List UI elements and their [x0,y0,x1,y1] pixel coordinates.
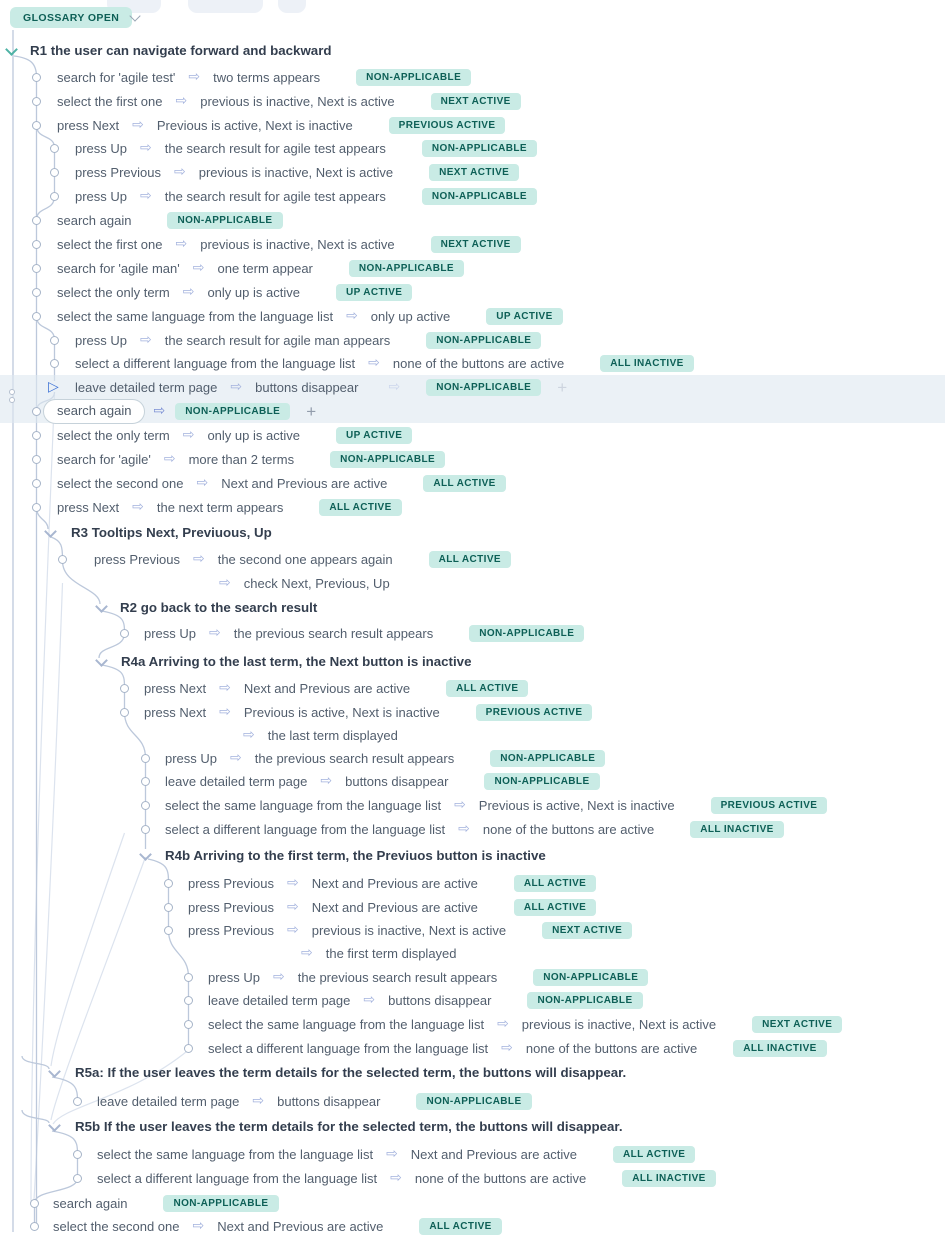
arrow-icon: ⇨ [192,551,205,567]
collapse-chevron-icon[interactable] [48,1119,61,1132]
step-node-icon [120,684,129,693]
requirement-heading[interactable] [0,843,945,867]
test-step-row[interactable] [0,471,945,495]
requirement-title: R2 go back to the search result [120,599,318,615]
requirement-heading[interactable] [0,520,945,544]
status-badge: NON-APPLICABLE [167,212,282,229]
collapse-chevron-icon[interactable] [139,848,152,861]
step-node-icon [32,503,41,512]
step-node-icon [32,264,41,273]
arrow-icon: ⇨ [230,750,242,766]
step-action-label: press Up [75,332,128,348]
step-result-label: the next term appears [156,499,284,515]
step-node-icon [73,1174,82,1183]
step-node-icon [32,455,41,464]
arrow-icon: ⇨ [454,797,466,813]
test-step-row[interactable] [0,793,945,817]
step-node-icon [32,73,41,82]
step-result-label: two terms appears [213,69,321,85]
test-step-row[interactable] [0,1036,945,1060]
arrow-icon: ⇨ [320,773,333,789]
test-step-row[interactable] [0,1142,945,1166]
status-badge: ALL ACTIVE [514,899,596,916]
step-action-label: press Next [144,680,207,696]
step-node-icon [32,216,41,225]
arrow-icon: ⇨ [153,403,166,419]
step-action-label: select the same language from the language list [97,1146,374,1162]
status-badge: UP ACTIVE [336,427,412,444]
test-step-row[interactable] [0,547,945,571]
status-badge: PREVIOUS ACTIVE [476,704,593,721]
arrow-icon: ⇨ [230,379,243,395]
step-result-label: the first term displayed [325,945,457,961]
test-step-row[interactable] [0,447,945,471]
step-node-icon [184,996,193,1005]
arrow-icon: ⇨ [390,1170,402,1186]
step-node-icon [184,1020,193,1029]
step-action-label: press Previous [75,164,161,180]
step-result-label: one term appear [217,260,313,276]
status-badge: NON-APPLICABLE [484,773,599,790]
step-note-row [0,571,945,595]
test-step-row[interactable] [0,1214,945,1238]
arrow-icon: ⇨ [501,1040,513,1056]
step-action-label: search for 'agile' [57,451,151,467]
add-step-button[interactable]: + [306,401,317,421]
collapse-chevron-icon[interactable] [95,600,108,613]
step-node-icon [50,359,59,368]
requirement-title: R5a: If the user leaves the term details for the selected term, the buttons will disappear. [75,1064,627,1080]
arrow-icon: ⇨ [140,188,152,204]
test-step-row[interactable] [0,1166,945,1190]
arrow-icon: ⇨ [132,499,144,515]
step-node-icon [58,555,67,564]
step-result-label: Previous is active, Next is inactive [156,117,353,133]
status-badge: ALL ACTIVE [613,1146,695,1163]
requirement-title: R4a Arriving to the last term, the Next button is inactive [121,653,472,669]
step-node-icon [32,97,41,106]
status-badge: ALL ACTIVE [423,475,505,492]
step-result-label: Next and Previous are active [221,475,388,491]
arrow-icon: ⇨ [182,427,195,443]
test-step-row[interactable] [0,621,945,645]
step-action-label: search again [57,212,132,228]
step-result-label: only up is active [207,284,300,300]
status-badge: ALL INACTIVE [733,1040,827,1057]
arrow-icon: ⇨ [286,875,299,891]
arrow-icon: ⇨ [286,922,299,938]
status-badge: NON-APPLICABLE [533,969,648,986]
step-node-icon [32,240,41,249]
collapse-chevron-icon[interactable] [5,43,18,56]
step-action-label: select the same language from the language list [165,797,442,813]
step-action-label: search again [53,1195,128,1211]
test-step-row[interactable] [0,1089,945,1113]
step-node-icon [32,431,41,440]
step-action-label: select a different language from the language list [208,1040,489,1056]
step-node-icon [164,926,173,935]
step-node-icon [73,1097,82,1106]
step-action-label: select a different language from the language list [97,1170,378,1186]
test-step-row[interactable] [0,817,945,841]
status-badge: ALL ACTIVE [446,680,528,697]
step-result-label: previous is inactive, Next is active [198,164,394,180]
step-result-label: the second one appears again [217,551,393,567]
step-node-icon [50,192,59,201]
step-note-row [0,941,945,965]
arrow-icon: ⇨ [301,945,313,961]
requirement-title: R5b If the user leaves the term details for the selected term, the buttons will disappear. [75,1118,623,1134]
status-badge: NON-APPLICABLE [422,140,537,157]
arrow-icon: ⇨ [273,969,285,985]
step-node-icon [120,629,129,638]
step-action-label: select the first one [57,236,163,252]
step-result-label: the search result for agile test appears [164,188,386,204]
test-step-row[interactable] [0,399,945,423]
step-result-label: check Next, Previous, Up [243,575,390,591]
step-result-label: previous is inactive, Next is active [200,93,395,109]
status-badge: NON-APPLICABLE [416,1093,531,1110]
status-badge: NON-APPLICABLE [356,69,471,86]
status-badge: ALL INACTIVE [622,1170,716,1187]
test-step-row[interactable] [0,208,945,232]
step-action-label: leave detailed term page [75,379,218,395]
test-step-row[interactable] [0,769,945,793]
test-step-row[interactable] [0,423,945,447]
status-badge: ALL INACTIVE [600,355,694,372]
step-action-label: select the second one [57,475,184,491]
test-step-row[interactable] [0,280,945,304]
step-result-label: Next and Previous are active [311,899,478,915]
status-badge: NON-APPLICABLE [527,992,642,1009]
status-badge: PREVIOUS ACTIVE [711,797,828,814]
step-action-label: select the second one [53,1218,180,1234]
step-action-label: leave detailed term page [208,992,351,1008]
test-step-row[interactable] [0,495,945,519]
step-action-label: leave detailed term page [165,773,308,789]
status-badge: NON-APPLICABLE [422,188,537,205]
step-node-icon [50,168,59,177]
step-result-label: the last term displayed [267,727,398,743]
step-action-label: search again [57,402,132,418]
step-action-label: leave detailed term page [97,1093,240,1109]
arrow-icon: ⇨ [188,69,201,85]
arrow-icon: ⇨ [346,308,358,324]
arrow-icon: ⇨ [132,117,144,133]
status-badge: ALL ACTIVE [319,499,401,516]
status-badge: NON-APPLICABLE [469,625,584,642]
arrow-icon: ⇨ [219,575,231,591]
test-step-row[interactable] [0,965,945,989]
step-result-label: buttons disappear [277,1093,381,1109]
step-node-icon [164,879,173,888]
drag-handle-icon[interactable] [9,389,15,405]
test-step-row[interactable] [0,256,945,280]
test-step-row[interactable] [0,871,945,895]
arrow-icon: ⇨ [140,332,152,348]
step-action-label: press Previous [188,875,274,891]
step-node-icon [30,1222,39,1231]
arrow-icon: ⇨ [388,379,401,395]
status-badge: NEXT ACTIVE [542,922,632,939]
step-note-row [0,723,945,747]
step-result-label: the previous search result appears [233,625,434,641]
test-step-row[interactable] [0,746,945,770]
step-result-label: none of the buttons are active [392,355,565,371]
step-action-label: press Previous [188,899,274,915]
step-action-label: select the only term [57,284,170,300]
arrow-icon: ⇨ [497,1016,509,1032]
arrow-icon: ⇨ [243,727,255,743]
arrow-icon: ⇨ [286,899,299,915]
arrow-icon: ⇨ [458,821,470,837]
status-badge: ALL ACTIVE [514,875,596,892]
arrow-icon: ⇨ [173,164,186,180]
step-result-label: buttons disappear [255,379,359,395]
add-step-button[interactable]: + [557,377,568,397]
step-result-label: the search result for agile man appears [164,332,391,348]
step-action-label: press Next [57,117,120,133]
status-badge: NON-APPLICABLE [490,750,605,767]
requirement-heading[interactable] [0,1060,945,1084]
arrow-icon: ⇨ [192,260,205,276]
status-badge: UP ACTIVE [336,284,412,301]
test-step-row[interactable] [0,351,945,375]
status-badge: NON-APPLICABLE [330,451,445,468]
test-step-row[interactable] [0,988,945,1012]
test-step-row[interactable] [0,895,945,919]
arrow-icon: ⇨ [182,284,195,300]
status-badge: ALL INACTIVE [690,821,784,838]
step-node-icon [30,1199,39,1208]
step-action-label: search for 'agile test' [57,69,176,85]
arrow-icon: ⇨ [386,1146,398,1162]
arrow-icon: ⇨ [219,680,231,696]
step-result-label: none of the buttons are active [482,821,655,837]
test-step-row[interactable] [0,184,945,208]
step-result-label: the previous search result appears [254,750,455,766]
requirement-title: R4b Arriving to the first term, the Previuos button is inactive [165,847,546,863]
step-action-label: press Up [144,625,197,641]
step-action-label: select the same language from the language list [57,308,334,324]
arrow-icon: ⇨ [175,93,188,109]
arrow-icon: ⇨ [163,451,176,467]
requirement-heading[interactable] [0,1114,945,1138]
test-step-row[interactable] [0,375,945,399]
step-action-label: press Up [165,750,218,766]
test-step-row[interactable] [0,65,945,89]
step-result-label: none of the buttons are active [414,1170,587,1186]
arrow-icon: ⇨ [175,236,188,252]
step-node-icon [50,144,59,153]
requirement-heading[interactable] [0,38,945,62]
arrow-icon: ⇨ [140,140,152,156]
step-result-label: only up is active [207,427,300,443]
status-badge: NEXT ACTIVE [429,164,519,181]
step-node-icon [120,708,129,717]
step-result-label: the search result for agile test appears [164,140,386,156]
step-result-label: more than 2 terms [188,451,295,467]
step-result-label: none of the buttons are active [525,1040,698,1056]
step-action-label: press Next [57,499,120,515]
step-action-label: select the same language from the language list [208,1016,485,1032]
step-node-icon [141,777,150,786]
requirement-title: R1 the user can navigate forward and backward [30,42,332,58]
collapse-chevron-icon[interactable] [48,1065,61,1078]
play-icon[interactable]: ▷ [48,379,59,395]
step-node-icon [32,288,41,297]
step-action-label: press Previous [188,922,274,938]
test-step-row[interactable] [0,700,945,724]
step-result-label: Next and Previous are active [410,1146,577,1162]
step-result-label: buttons disappear [388,992,492,1008]
step-node-icon [50,336,59,345]
test-step-row[interactable] [0,328,945,352]
test-step-row[interactable] [0,1012,945,1036]
collapse-chevron-icon[interactable] [44,525,57,538]
test-step-row[interactable] [0,89,945,113]
step-node-icon [141,801,150,810]
step-result-label: Previous is active, Next is inactive [243,704,440,720]
step-result-label: the previous search result appears [297,969,498,985]
step-node-icon [164,903,173,912]
arrow-icon: ⇨ [252,1093,265,1109]
step-result-label: Next and Previous are active [311,875,478,891]
step-action-label: press Up [208,969,261,985]
step-node-icon [32,407,41,416]
step-result-label: Previous is active, Next is inactive [478,797,675,813]
step-action-label: search for 'agile man' [57,260,180,276]
step-node-icon [73,1150,82,1159]
arrow-icon: ⇨ [209,625,221,641]
step-action-label: select a different language from the language list [165,821,446,837]
arrow-icon: ⇨ [192,1218,205,1234]
step-result-label: buttons disappear [345,773,449,789]
status-badge: ALL ACTIVE [429,551,511,568]
status-badge: PREVIOUS ACTIVE [389,117,506,134]
step-node-icon [32,121,41,130]
test-step-row[interactable] [0,1191,945,1215]
step-action-label: select a different language from the language list [75,355,356,371]
step-name-input[interactable] [43,399,145,424]
step-node-icon [141,754,150,763]
step-node-icon [32,312,41,321]
test-step-row[interactable] [0,136,945,160]
step-action-label: press Previous [94,551,180,567]
test-step-row[interactable] [0,918,945,942]
step-action-label: press Up [75,140,128,156]
test-step-row[interactable] [0,304,945,328]
status-badge: NEXT ACTIVE [431,236,521,253]
requirement-title: R3 Tooltips Next, Previuous, Up [71,524,272,540]
step-node-icon [184,1044,193,1053]
arrow-icon: ⇨ [219,704,231,720]
test-step-row[interactable] [0,160,945,184]
status-badge: NON-APPLICABLE [175,403,290,420]
step-node-icon [32,479,41,488]
arrow-icon: ⇨ [196,475,209,491]
test-step-row[interactable] [0,676,945,700]
status-badge: NEXT ACTIVE [752,1016,842,1033]
requirement-heading[interactable] [0,595,945,619]
step-result-label: previous is inactive, Next is active [200,236,395,252]
step-result-label: previous is inactive, Next is active [521,1016,717,1032]
step-node-icon [141,825,150,834]
status-badge: UP ACTIVE [486,308,562,325]
step-action-label: select the first one [57,93,163,109]
step-result-label: previous is inactive, Next is active [311,922,507,938]
status-badge: NON-APPLICABLE [426,332,541,349]
step-action-label: select the only term [57,427,170,443]
arrow-icon: ⇨ [368,355,380,371]
step-result-label: Next and Previous are active [217,1218,384,1234]
status-badge: NON-APPLICABLE [426,379,541,396]
step-action-label: press Up [75,188,128,204]
test-step-row[interactable] [0,232,945,256]
test-step-row[interactable] [0,113,945,137]
status-badge: NON-APPLICABLE [163,1195,278,1212]
step-action-label: press Next [144,704,207,720]
status-badge: NON-APPLICABLE [349,260,464,277]
collapse-chevron-icon[interactable] [95,654,108,667]
arrow-icon: ⇨ [363,992,376,1008]
glossary-open-badge[interactable]: GLOSSARY OPEN [10,7,132,28]
step-node-icon [184,973,193,982]
status-badge: NEXT ACTIVE [431,93,521,110]
status-badge: ALL ACTIVE [419,1218,501,1235]
step-result-label: Next and Previous are active [243,680,411,696]
requirement-heading[interactable] [0,649,945,673]
step-result-label: only up active [370,308,451,324]
